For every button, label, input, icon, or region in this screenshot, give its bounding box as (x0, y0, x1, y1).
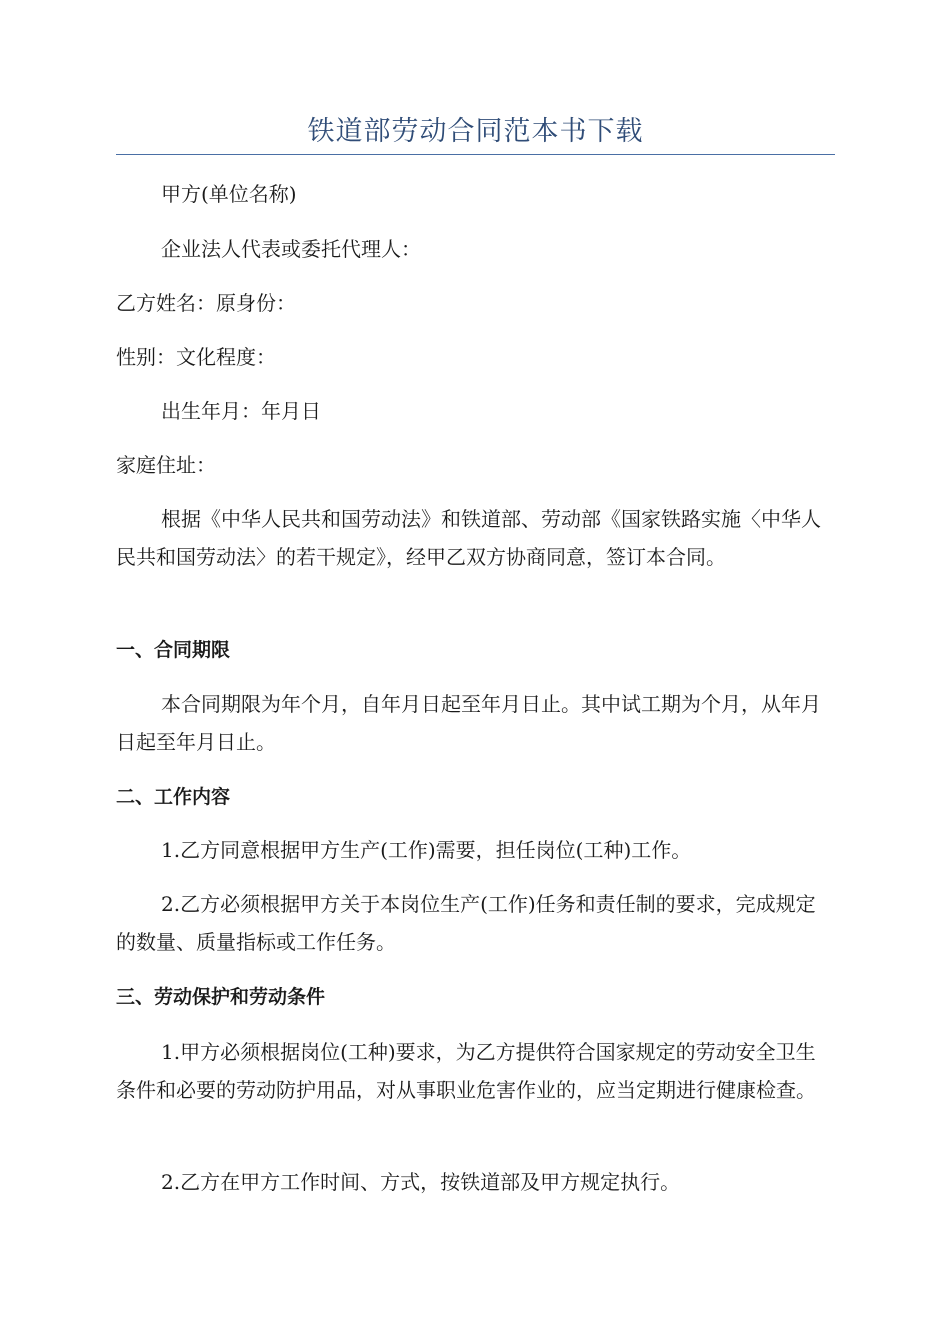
document-title: 铁道部劳动合同范本书下载 (307, 116, 644, 147)
party-b-name: 乙方姓名：原身份： (116, 291, 296, 315)
protection-clause-2: 2.乙方在甲方工作时间、方式，按铁道部及甲方规定执行。 (161, 1170, 681, 1194)
section-heading-work: 二、工作内容 (116, 786, 231, 808)
party-b-birthdate: 出生年月：年月日 (161, 399, 321, 423)
section-heading-protection: 三、劳动保护和劳动条件 (116, 986, 326, 1008)
party-a-representative: 企业法人代表或委托代理人： (161, 237, 421, 261)
party-b-gender: 性别：文化程度： (116, 345, 276, 369)
contract-preamble: 根据《中华人民共和国劳动法》和铁道部、劳动部《国家铁路实施〈中华人民共和国劳动法〉的若干规定》，经甲乙双方协商同意，签订本合同。 (116, 507, 821, 569)
section-heading-term: 一、合同期限 (116, 639, 231, 661)
party-a-name: 甲方(单位名称) (161, 182, 297, 206)
work-clause-1: 1.乙方同意根据甲方生产(工作)需要，担任岗位(工种)工作。 (161, 838, 692, 862)
term-paragraph: 本合同期限为年个月，自年月日起至年月日止。其中试工期为个月，从年月日起至年月日止。 (116, 692, 821, 754)
protection-clause-1: 1.甲方必须根据岗位(工种)要求，为乙方提供符合国家规定的劳动安全卫生条件和必要的劳动防护用品，对从事职业危害作业的，应当定期进行健康检查。 (116, 1040, 816, 1102)
title-underline (116, 154, 835, 155)
work-clause-2: 2.乙方必须根据甲方关于本岗位生产(工作)任务和责任制的要求，完成规定的数量、质量指标或工作任务。 (116, 892, 816, 954)
party-b-address: 家庭住址： (116, 453, 216, 477)
